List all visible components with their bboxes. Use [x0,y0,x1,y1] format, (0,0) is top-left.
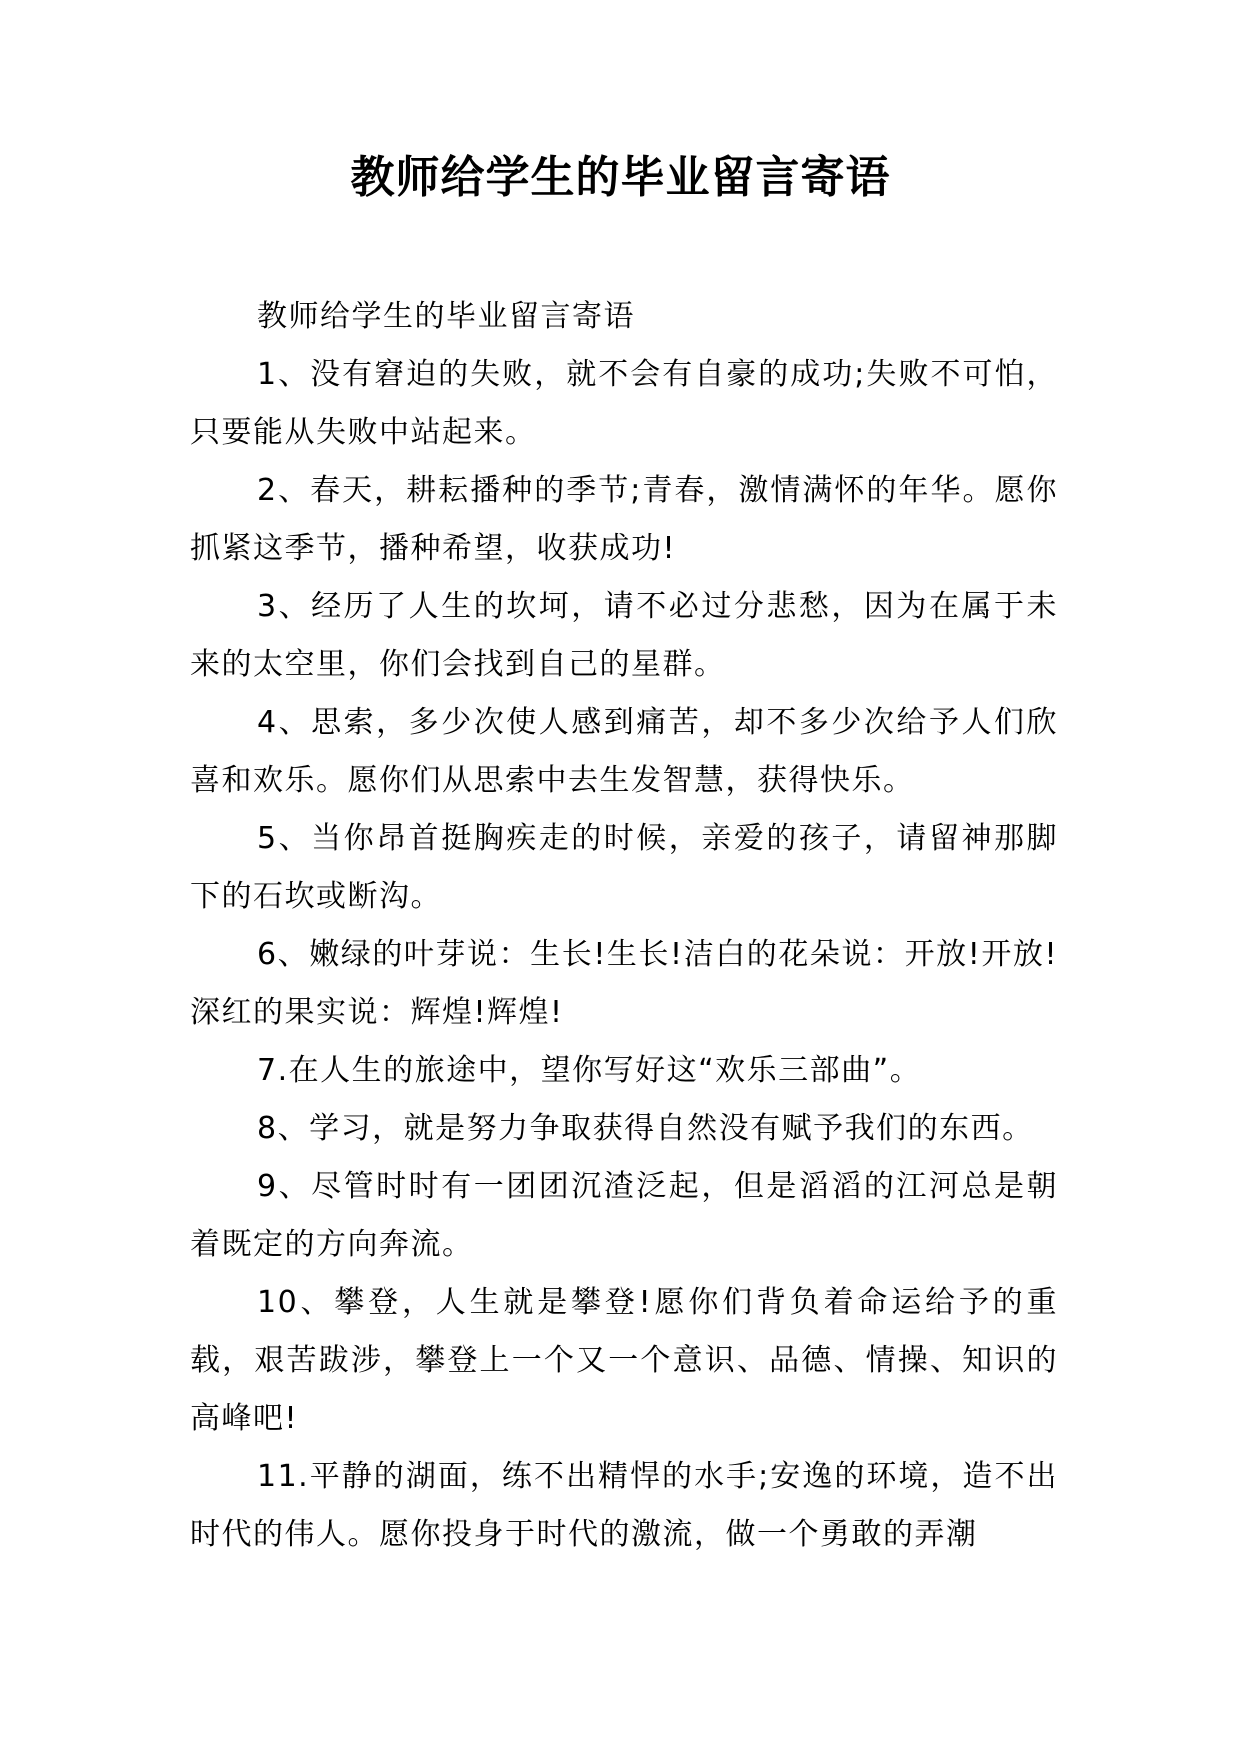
paragraph-heading: 教师给学生的毕业留言寄语 [257,299,635,334]
document-title: 教师给学生的毕业留言寄语 [350,152,891,203]
paragraph-4: 4、思索，多少次使人感到痛苦，却不多少次给予人们欣喜和欢乐。愿你们从思索中去生发智慧，获得快乐。 [190,705,1058,798]
paragraph-7: 7.在人生的旅途中，望你写好这“欢乐三部曲”。 [257,1053,922,1088]
paragraph-6: 6、嫩绿的叶芽说：生长!生长!洁白的花朵说：开放!开放!深红的果实说：辉煌!辉煌! [190,937,1058,1030]
paragraph-9: 9、尽管时时有一团团沉渣泛起，但是滔滔的江河总是朝着既定的方向奔流。 [190,1169,1058,1262]
paragraph-1: 1、没有窘迫的失败，就不会有自豪的成功;失败不可怕，只要能从失败中站起来。 [190,357,1058,450]
paragraph-3: 3、经历了人生的坎坷，请不必过分悲愁，因为在属于未来的太空里，你们会找到自己的星群。 [190,589,1058,682]
paragraph-5: 5、当你昂首挺胸疾走的时候，亲爱的孩子，请留神那脚下的石坎或断沟。 [190,821,1058,914]
paragraph-10: 10、攀登，人生就是攀登!愿你们背负着命运给予的重载，艰苦跋涉，攀登上一个又一个意识、品德、情操、知识的高峰吧! [190,1285,1058,1436]
paragraph-11: 11.平静的湖面，练不出精悍的水手;安逸的环境，造不出时代的伟人。愿你投身于时代的激流，做一个勇敢的弄潮 [190,1459,1058,1552]
paragraph-2: 2、春天，耕耘播种的季节;青春，激情满怀的年华。愿你抓紧这季节，播种希望，收获成功! [190,473,1058,566]
document-body [190,288,1058,1564]
paragraph-8: 8、学习，就是努力争取获得自然没有赋予我们的东西。 [257,1111,1034,1146]
